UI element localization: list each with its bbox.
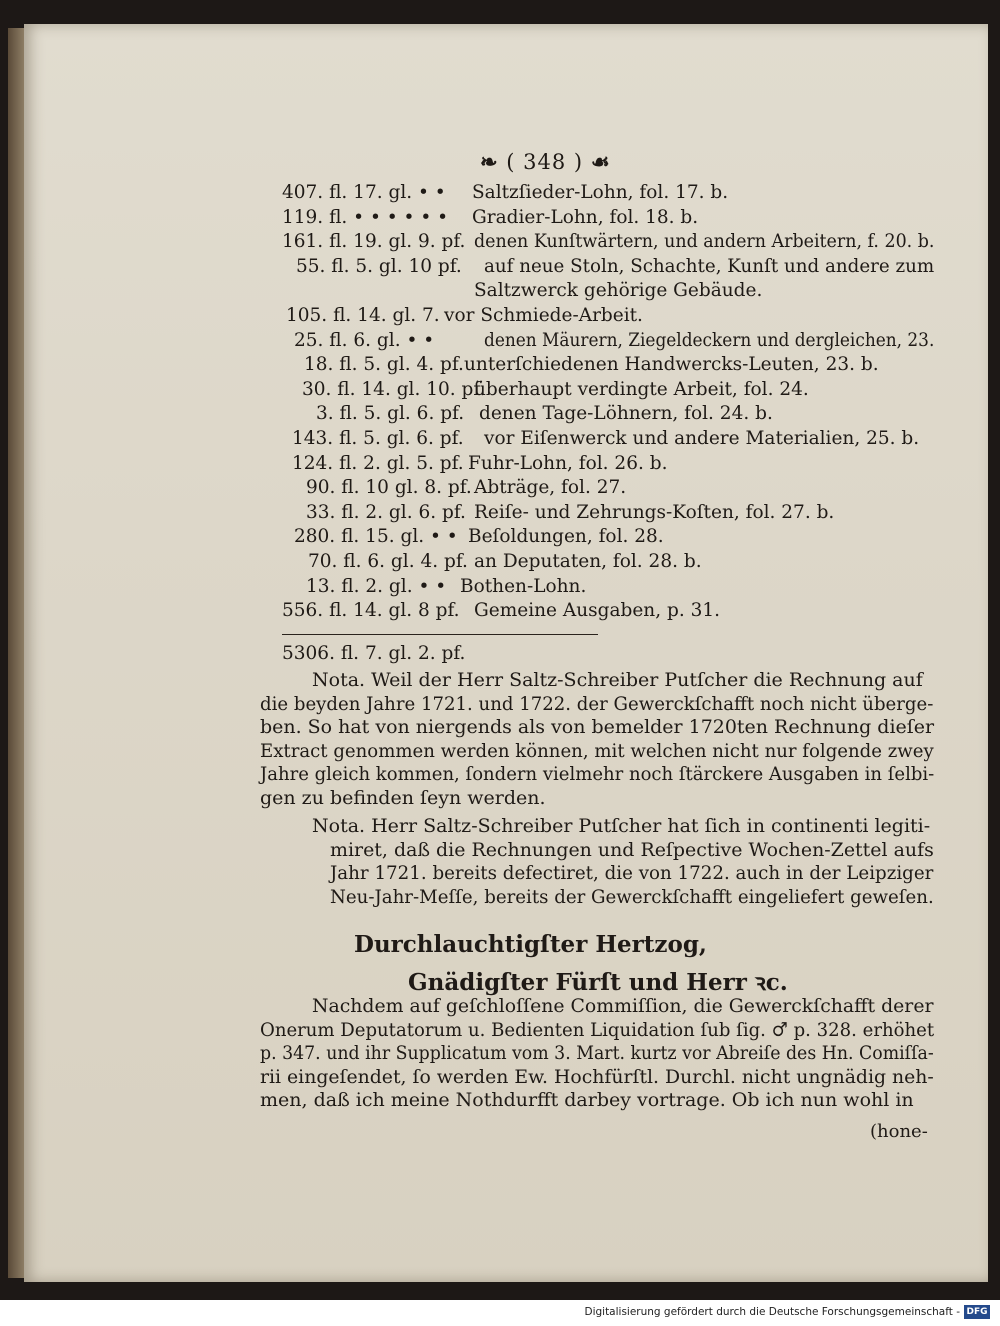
account-description: Gemeine Ausgaben, p. 31.: [474, 600, 721, 622]
account-description: Saltzwerck gehörige Gebäude.: [474, 280, 763, 302]
body-line: Nachdem auf geſchloſſene Commiſſion, die Gewerckſchafft derer: [312, 995, 934, 1017]
account-amount: 556. fl. 14. gl. 8 pf.: [282, 600, 460, 622]
account-description: denen Tage-Löhnern, fol. 24. b.: [479, 403, 773, 425]
account-amount: 70. fl. 6. gl. 4. pf.: [308, 551, 468, 572]
account-amount: 105. fl. 14. gl. 7.: [286, 305, 440, 326]
account-description: Beſoldungen, fol. 28.: [468, 526, 664, 548]
account-description: Fuhr-Lohn, fol. 26. b.: [468, 452, 668, 474]
account-amount: 13. fl. 2. gl. • •: [306, 575, 447, 597]
address-line-2: Gnädigſter Fürſt und Herr ꝛc.: [408, 969, 788, 996]
book-page: [24, 24, 988, 1282]
nota-line: Nota. Weil der Herr Saltz-Schreiber Putſcher die Rechnung auf: [312, 669, 923, 691]
account-amount: 25. fl. 6. gl. • •: [294, 329, 435, 351]
footer-credit: Digitalisierung gefördert durch die Deutsche Forschungsgemeinschaft -: [584, 1306, 960, 1318]
account-amount: 33. fl. 2. gl. 6. pf.: [306, 501, 466, 523]
account-amount: 55. fl. 5. gl. 10 pf.: [296, 255, 462, 277]
page-number: ( 348 ): [506, 150, 584, 174]
ornament-left: ❧: [480, 149, 499, 174]
body-line: rii eingeſendet, ſo werden Ew. Hochfürſtl. Durchl. nicht ungnädig neh-: [260, 1065, 934, 1088]
account-description: an Deputaten, fol. 28. b.: [474, 551, 702, 572]
nota-line: ben. So hat von niergends als von bemelder 1720ten Rechnung dieſer: [260, 716, 935, 739]
nota-line: Jahre gleich kommen, ſondern vielmehr noch ſtärckere Ausgaben in ſelbi-: [260, 763, 935, 786]
account-amount: 124. fl. 2. gl. 5. pf.: [292, 452, 464, 474]
page-sheet: [24, 24, 988, 1282]
nota-line: die beyden Jahre 1721. und 1722. der Gewerckſchafft noch nicht überge-: [260, 692, 934, 715]
nota-line: Extract genommen werden können, mit welchen nicht nur folgende zwey: [260, 739, 934, 762]
account-description: Gradier-Lohn, fol. 18. b.: [472, 206, 699, 228]
sum-rule: [282, 634, 598, 635]
account-description: denen Mäurern, Ziegeldeckern und dergleichen, 23.: [484, 329, 935, 351]
account-description: vor Eiſenwerck und andere Materialien, 25. b.: [484, 428, 920, 449]
body-line: Onerum Deputatorum u. Bedienten Liquidation ſub ſig. ♂ p. 328. erhöhet: [260, 1018, 935, 1041]
account-description: denen Kunſtwärtern, und andern Arbeitern, f. 20. b.: [474, 231, 935, 253]
body-line: men, daß ich meine Nothdurfft darbey vortrage. Ob ich nun wohl in: [260, 1089, 914, 1112]
account-total: 5306. fl. 7. gl. 2. pf.: [282, 643, 466, 664]
nota-line: miret, daß die Rechnungen und Reſpective Wochen-Zettel aufs: [330, 838, 934, 861]
body-line: p. 347. und ihr Supplicatum vom 3. Mart. kurtz vor Abreiſe des Hn. Comiſſa-: [260, 1042, 934, 1065]
account-amount: 90. fl. 10 gl. 8. pf.: [306, 477, 472, 499]
dfg-logo: DFG: [964, 1305, 990, 1319]
address-line-1: Durchlauchtigſter Hertzog,: [354, 931, 707, 958]
account-amount: 119. fl. • • • • • •: [282, 206, 449, 228]
account-description: überhaupt verdingte Arbeit, fol. 24.: [474, 378, 809, 400]
ornament-right: ☙: [590, 149, 611, 174]
nota-line: Neu-Jahr-Meſſe, bereits der Gewerckſchafft eingeliefert geweſen.: [330, 885, 934, 908]
account-amount: 161. fl. 19. gl. 9. pf.: [282, 231, 466, 253]
account-description: Bothen-Lohn.: [460, 575, 587, 597]
account-amount: 280. fl. 15. gl. • •: [294, 526, 458, 548]
page-header: [480, 149, 611, 174]
account-amount: 30. fl. 14. gl. 10. pf.: [302, 378, 486, 400]
account-description: Abträge, fol. 27.: [474, 477, 627, 499]
account-description: auf neue Stoln, Schachte, Kunſt und andere zum: [484, 255, 935, 277]
account-description: vor Schmiede-Arbeit.: [444, 305, 643, 326]
nota-line: Nota. Herr Saltz-Schreiber Putſcher hat ſich in continenti legiti-: [312, 815, 931, 837]
account-amount: 18. fl. 5. gl. 4. pf.: [304, 354, 464, 376]
nota-line: Jahr 1721. bereits defectiret, die von 1722. auch in der Leipziger: [330, 862, 934, 885]
account-amount: 143. fl. 5. gl. 6. pf.: [292, 428, 464, 449]
nota-line: gen zu befinden ſeyn werden.: [260, 787, 546, 809]
account-amount: 3. fl. 5. gl. 6. pf.: [316, 403, 465, 425]
catchword: (hone-: [870, 1121, 928, 1142]
account-description: Saltzſieder-Lohn, fol. 17. b.: [472, 182, 729, 203]
account-description: Reiſe- und Zehrungs-Koſten, fol. 27. b.: [474, 501, 835, 523]
account-amount: 407. fl. 17. gl. • •: [282, 182, 446, 203]
account-description: unterſchiedenen Handwercks-Leuten, 23. b.: [464, 354, 879, 376]
